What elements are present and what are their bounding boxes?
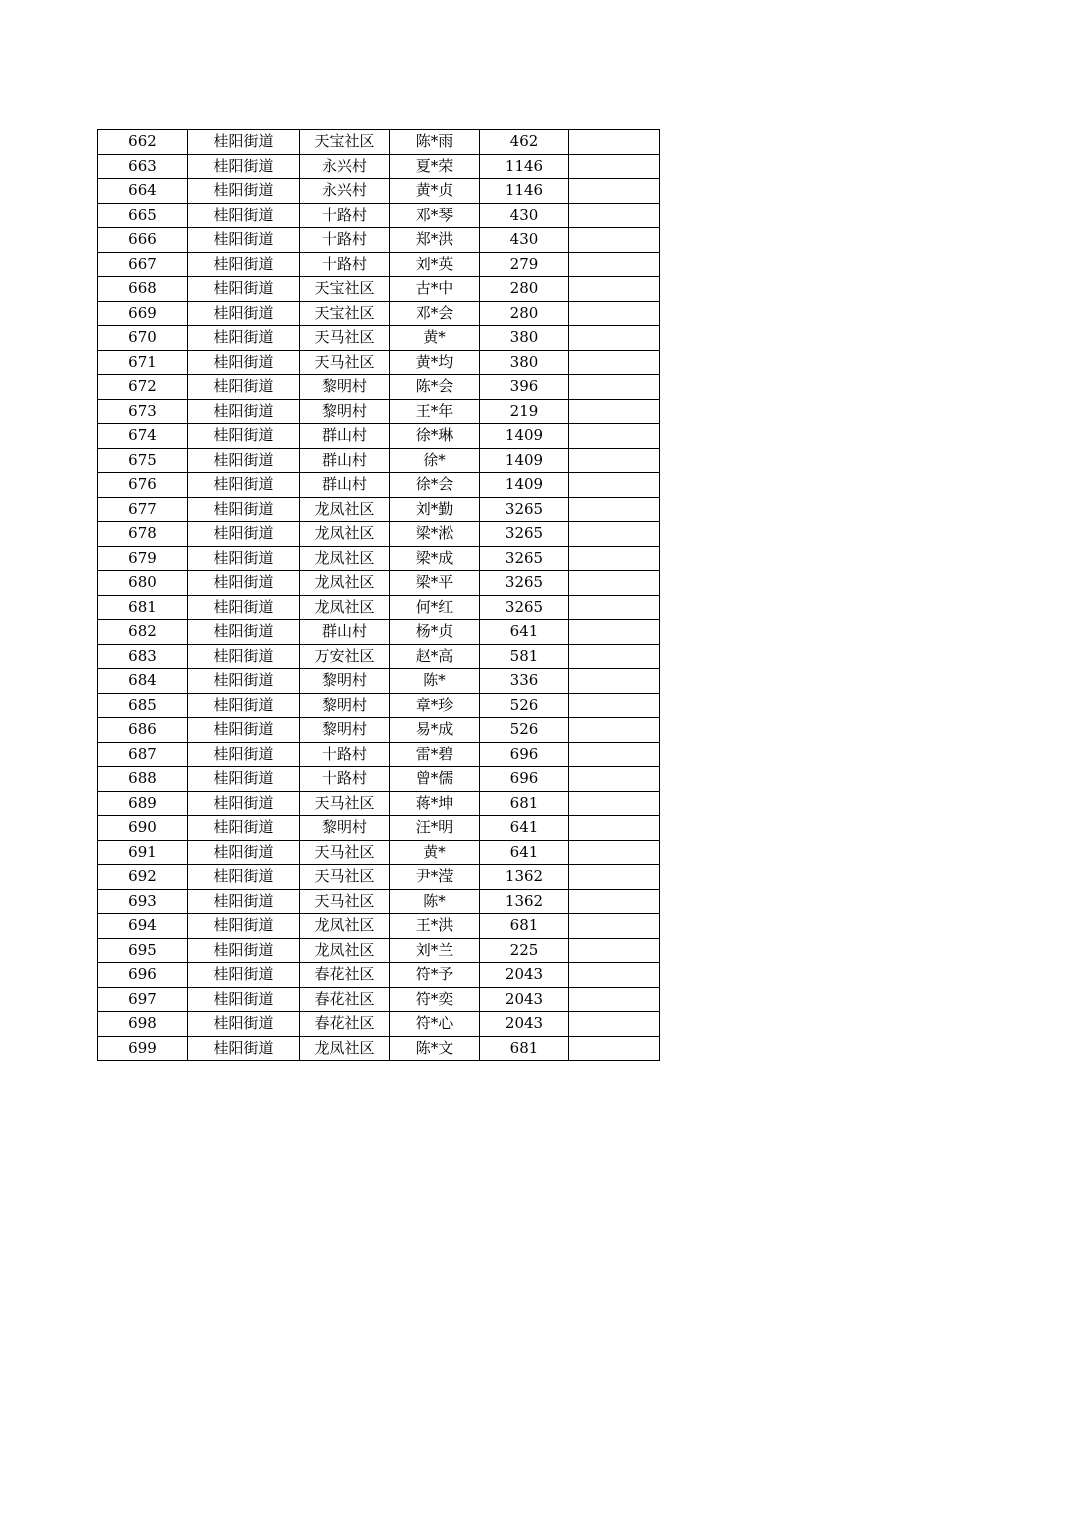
community-cell: 群山村 — [300, 473, 390, 498]
name-cell: 王*年 — [390, 399, 480, 424]
amount-cell: 3265 — [480, 497, 569, 522]
table-row — [98, 595, 660, 620]
row-number-cell: 690 — [98, 816, 188, 841]
community-cell: 永兴村 — [300, 179, 390, 204]
street-cell: 桂阳街道 — [188, 938, 300, 963]
note-cell — [569, 1012, 660, 1037]
table-row — [98, 277, 660, 302]
street-cell: 桂阳街道 — [188, 718, 300, 743]
name-cell: 徐*琳 — [390, 424, 480, 449]
note-cell — [569, 130, 660, 155]
amount-cell: 3265 — [480, 546, 569, 571]
street-cell: 桂阳街道 — [188, 252, 300, 277]
table-row — [98, 938, 660, 963]
row-number-cell: 683 — [98, 644, 188, 669]
row-number-cell: 698 — [98, 1012, 188, 1037]
amount-cell: 219 — [480, 399, 569, 424]
community-cell: 龙凤社区 — [300, 1036, 390, 1061]
community-cell: 黎明村 — [300, 816, 390, 841]
note-cell — [569, 693, 660, 718]
community-cell: 春花社区 — [300, 1012, 390, 1037]
name-cell: 刘*英 — [390, 252, 480, 277]
note-cell — [569, 473, 660, 498]
community-cell: 群山村 — [300, 448, 390, 473]
street-cell: 桂阳街道 — [188, 424, 300, 449]
table-row — [98, 1012, 660, 1037]
name-cell: 夏*荣 — [390, 154, 480, 179]
street-cell: 桂阳街道 — [188, 914, 300, 939]
data-table — [97, 129, 660, 1061]
table-row — [98, 669, 660, 694]
note-cell — [569, 399, 660, 424]
amount-cell: 430 — [480, 228, 569, 253]
community-cell: 黎明村 — [300, 693, 390, 718]
street-cell: 桂阳街道 — [188, 889, 300, 914]
amount-cell: 3265 — [480, 522, 569, 547]
note-cell — [569, 277, 660, 302]
community-cell: 春花社区 — [300, 987, 390, 1012]
street-cell: 桂阳街道 — [188, 791, 300, 816]
community-cell: 龙凤社区 — [300, 571, 390, 596]
table-row — [98, 987, 660, 1012]
amount-cell: 641 — [480, 620, 569, 645]
note-cell — [569, 718, 660, 743]
table-row — [98, 522, 660, 547]
row-number-cell: 686 — [98, 718, 188, 743]
name-cell: 刘*兰 — [390, 938, 480, 963]
community-cell: 天马社区 — [300, 350, 390, 375]
street-cell: 桂阳街道 — [188, 963, 300, 988]
street-cell: 桂阳街道 — [188, 350, 300, 375]
name-cell: 黄*贞 — [390, 179, 480, 204]
note-cell — [569, 252, 660, 277]
amount-cell: 1362 — [480, 865, 569, 890]
name-cell: 黄* — [390, 326, 480, 351]
amount-cell: 1146 — [480, 179, 569, 204]
community-cell: 龙凤社区 — [300, 595, 390, 620]
table-row — [98, 326, 660, 351]
street-cell: 桂阳街道 — [188, 301, 300, 326]
street-cell: 桂阳街道 — [188, 1012, 300, 1037]
community-cell: 春花社区 — [300, 963, 390, 988]
community-cell: 龙凤社区 — [300, 522, 390, 547]
street-cell: 桂阳街道 — [188, 840, 300, 865]
street-cell: 桂阳街道 — [188, 742, 300, 767]
row-number-cell: 673 — [98, 399, 188, 424]
note-cell — [569, 179, 660, 204]
street-cell: 桂阳街道 — [188, 865, 300, 890]
amount-cell: 581 — [480, 644, 569, 669]
name-cell: 尹*滢 — [390, 865, 480, 890]
name-cell: 梁*平 — [390, 571, 480, 596]
row-number-cell: 693 — [98, 889, 188, 914]
table-row — [98, 252, 660, 277]
note-cell — [569, 571, 660, 596]
note-cell — [569, 154, 660, 179]
amount-cell: 681 — [480, 791, 569, 816]
name-cell: 蒋*坤 — [390, 791, 480, 816]
name-cell: 何*红 — [390, 595, 480, 620]
name-cell: 陈*雨 — [390, 130, 480, 155]
note-cell — [569, 326, 660, 351]
note-cell — [569, 424, 660, 449]
table-row — [98, 816, 660, 841]
table-body — [98, 130, 660, 1061]
row-number-cell: 689 — [98, 791, 188, 816]
note-cell — [569, 620, 660, 645]
community-cell: 天宝社区 — [300, 130, 390, 155]
amount-cell: 1409 — [480, 424, 569, 449]
street-cell: 桂阳街道 — [188, 277, 300, 302]
row-number-cell: 672 — [98, 375, 188, 400]
row-number-cell: 697 — [98, 987, 188, 1012]
amount-cell: 2043 — [480, 1012, 569, 1037]
name-cell: 徐*会 — [390, 473, 480, 498]
amount-cell: 696 — [480, 767, 569, 792]
amount-cell: 1409 — [480, 448, 569, 473]
amount-cell: 526 — [480, 718, 569, 743]
street-cell: 桂阳街道 — [188, 326, 300, 351]
table-row — [98, 228, 660, 253]
community-cell: 龙凤社区 — [300, 914, 390, 939]
amount-cell: 3265 — [480, 571, 569, 596]
community-cell: 黎明村 — [300, 669, 390, 694]
street-cell: 桂阳街道 — [188, 399, 300, 424]
street-cell: 桂阳街道 — [188, 620, 300, 645]
amount-cell: 1362 — [480, 889, 569, 914]
name-cell: 黄* — [390, 840, 480, 865]
name-cell: 徐* — [390, 448, 480, 473]
street-cell: 桂阳街道 — [188, 497, 300, 522]
note-cell — [569, 669, 660, 694]
street-cell: 桂阳街道 — [188, 644, 300, 669]
table-row — [98, 203, 660, 228]
table-row — [98, 791, 660, 816]
note-cell — [569, 889, 660, 914]
row-number-cell: 684 — [98, 669, 188, 694]
row-number-cell: 666 — [98, 228, 188, 253]
community-cell: 十路村 — [300, 742, 390, 767]
table-row — [98, 350, 660, 375]
amount-cell: 430 — [480, 203, 569, 228]
community-cell: 天马社区 — [300, 840, 390, 865]
note-cell — [569, 644, 660, 669]
table-row — [98, 865, 660, 890]
table-row — [98, 571, 660, 596]
note-cell — [569, 375, 660, 400]
row-number-cell: 696 — [98, 963, 188, 988]
amount-cell: 641 — [480, 816, 569, 841]
amount-cell: 1409 — [480, 473, 569, 498]
community-cell: 群山村 — [300, 620, 390, 645]
row-number-cell: 681 — [98, 595, 188, 620]
name-cell: 章*珍 — [390, 693, 480, 718]
name-cell: 梁*成 — [390, 546, 480, 571]
table-row — [98, 718, 660, 743]
street-cell: 桂阳街道 — [188, 154, 300, 179]
table-row — [98, 546, 660, 571]
table-row — [98, 620, 660, 645]
street-cell: 桂阳街道 — [188, 473, 300, 498]
row-number-cell: 677 — [98, 497, 188, 522]
row-number-cell: 685 — [98, 693, 188, 718]
row-number-cell: 679 — [98, 546, 188, 571]
note-cell — [569, 228, 660, 253]
street-cell: 桂阳街道 — [188, 203, 300, 228]
street-cell: 桂阳街道 — [188, 179, 300, 204]
street-cell: 桂阳街道 — [188, 595, 300, 620]
community-cell: 天宝社区 — [300, 277, 390, 302]
row-number-cell: 668 — [98, 277, 188, 302]
community-cell: 十路村 — [300, 228, 390, 253]
name-cell: 邓*会 — [390, 301, 480, 326]
name-cell: 符*予 — [390, 963, 480, 988]
amount-cell: 641 — [480, 840, 569, 865]
community-cell: 天宝社区 — [300, 301, 390, 326]
note-cell — [569, 1036, 660, 1061]
community-cell: 龙凤社区 — [300, 546, 390, 571]
name-cell: 王*洪 — [390, 914, 480, 939]
note-cell — [569, 840, 660, 865]
amount-cell: 279 — [480, 252, 569, 277]
community-cell: 天马社区 — [300, 865, 390, 890]
name-cell: 赵*高 — [390, 644, 480, 669]
community-cell: 天马社区 — [300, 791, 390, 816]
row-number-cell: 699 — [98, 1036, 188, 1061]
name-cell: 陈*会 — [390, 375, 480, 400]
row-number-cell: 665 — [98, 203, 188, 228]
note-cell — [569, 301, 660, 326]
name-cell: 郑*洪 — [390, 228, 480, 253]
table-row — [98, 693, 660, 718]
amount-cell: 681 — [480, 1036, 569, 1061]
table-row — [98, 1036, 660, 1061]
community-cell: 黎明村 — [300, 718, 390, 743]
name-cell: 符*心 — [390, 1012, 480, 1037]
amount-cell: 681 — [480, 914, 569, 939]
name-cell: 黄*均 — [390, 350, 480, 375]
table-row — [98, 399, 660, 424]
row-number-cell: 676 — [98, 473, 188, 498]
row-number-cell: 691 — [98, 840, 188, 865]
community-cell: 龙凤社区 — [300, 938, 390, 963]
community-cell: 永兴村 — [300, 154, 390, 179]
note-cell — [569, 791, 660, 816]
name-cell: 曾*儒 — [390, 767, 480, 792]
community-cell: 黎明村 — [300, 399, 390, 424]
name-cell: 符*奕 — [390, 987, 480, 1012]
note-cell — [569, 448, 660, 473]
amount-cell: 1146 — [480, 154, 569, 179]
amount-cell: 2043 — [480, 963, 569, 988]
note-cell — [569, 914, 660, 939]
note-cell — [569, 865, 660, 890]
amount-cell: 380 — [480, 326, 569, 351]
community-cell: 龙凤社区 — [300, 497, 390, 522]
name-cell: 邓*琴 — [390, 203, 480, 228]
table-row — [98, 644, 660, 669]
street-cell: 桂阳街道 — [188, 375, 300, 400]
table-row — [98, 179, 660, 204]
row-number-cell: 695 — [98, 938, 188, 963]
note-cell — [569, 963, 660, 988]
name-cell: 汪*明 — [390, 816, 480, 841]
table-row — [98, 963, 660, 988]
note-cell — [569, 497, 660, 522]
row-number-cell: 669 — [98, 301, 188, 326]
amount-cell: 462 — [480, 130, 569, 155]
row-number-cell: 662 — [98, 130, 188, 155]
table-row — [98, 301, 660, 326]
community-cell: 天马社区 — [300, 326, 390, 351]
street-cell: 桂阳街道 — [188, 987, 300, 1012]
street-cell: 桂阳街道 — [188, 571, 300, 596]
row-number-cell: 682 — [98, 620, 188, 645]
street-cell: 桂阳街道 — [188, 228, 300, 253]
note-cell — [569, 742, 660, 767]
street-cell: 桂阳街道 — [188, 767, 300, 792]
row-number-cell: 678 — [98, 522, 188, 547]
name-cell: 古*中 — [390, 277, 480, 302]
street-cell: 桂阳街道 — [188, 1036, 300, 1061]
table-row — [98, 154, 660, 179]
row-number-cell: 671 — [98, 350, 188, 375]
row-number-cell: 692 — [98, 865, 188, 890]
amount-cell: 336 — [480, 669, 569, 694]
table-row — [98, 767, 660, 792]
note-cell — [569, 203, 660, 228]
row-number-cell: 688 — [98, 767, 188, 792]
note-cell — [569, 987, 660, 1012]
street-cell: 桂阳街道 — [188, 130, 300, 155]
row-number-cell: 663 — [98, 154, 188, 179]
row-number-cell: 687 — [98, 742, 188, 767]
table-row — [98, 742, 660, 767]
name-cell: 陈* — [390, 889, 480, 914]
amount-cell: 280 — [480, 301, 569, 326]
community-cell: 十路村 — [300, 203, 390, 228]
community-cell: 天马社区 — [300, 889, 390, 914]
table-row — [98, 375, 660, 400]
amount-cell: 396 — [480, 375, 569, 400]
street-cell: 桂阳街道 — [188, 448, 300, 473]
name-cell: 梁*淞 — [390, 522, 480, 547]
street-cell: 桂阳街道 — [188, 546, 300, 571]
table-row — [98, 448, 660, 473]
note-cell — [569, 816, 660, 841]
street-cell: 桂阳街道 — [188, 816, 300, 841]
amount-cell: 225 — [480, 938, 569, 963]
table-row — [98, 840, 660, 865]
note-cell — [569, 595, 660, 620]
community-cell: 黎明村 — [300, 375, 390, 400]
note-cell — [569, 546, 660, 571]
table-row — [98, 473, 660, 498]
row-number-cell: 664 — [98, 179, 188, 204]
table-row — [98, 889, 660, 914]
name-cell: 雷*碧 — [390, 742, 480, 767]
note-cell — [569, 350, 660, 375]
street-cell: 桂阳街道 — [188, 669, 300, 694]
amount-cell: 3265 — [480, 595, 569, 620]
note-cell — [569, 938, 660, 963]
community-cell: 十路村 — [300, 767, 390, 792]
row-number-cell: 670 — [98, 326, 188, 351]
row-number-cell: 675 — [98, 448, 188, 473]
community-cell: 十路村 — [300, 252, 390, 277]
note-cell — [569, 522, 660, 547]
name-cell: 陈* — [390, 669, 480, 694]
table-row — [98, 497, 660, 522]
amount-cell: 696 — [480, 742, 569, 767]
amount-cell: 280 — [480, 277, 569, 302]
street-cell: 桂阳街道 — [188, 693, 300, 718]
community-cell: 万安社区 — [300, 644, 390, 669]
name-cell: 刘*勤 — [390, 497, 480, 522]
community-cell: 群山村 — [300, 424, 390, 449]
amount-cell: 380 — [480, 350, 569, 375]
name-cell: 陈*文 — [390, 1036, 480, 1061]
table-row — [98, 914, 660, 939]
table-row — [98, 130, 660, 155]
row-number-cell: 680 — [98, 571, 188, 596]
note-cell — [569, 767, 660, 792]
row-number-cell: 694 — [98, 914, 188, 939]
name-cell: 易*成 — [390, 718, 480, 743]
street-cell: 桂阳街道 — [188, 522, 300, 547]
name-cell: 杨*贞 — [390, 620, 480, 645]
row-number-cell: 667 — [98, 252, 188, 277]
amount-cell: 526 — [480, 693, 569, 718]
row-number-cell: 674 — [98, 424, 188, 449]
amount-cell: 2043 — [480, 987, 569, 1012]
table-row — [98, 424, 660, 449]
